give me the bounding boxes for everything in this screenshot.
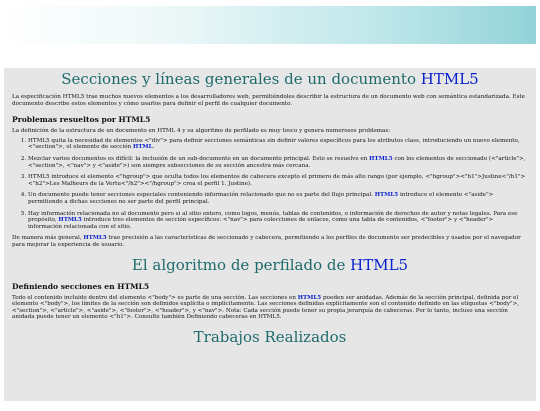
- problems-intro: La definición de la estructura de un documento en HTML 4 y su algoritmo de perfilado es muy tosco y genera numerosos problemas:: [12, 128, 391, 135]
- list-item: 1. HTML5 quita la necesidad de elementos <"div"> para definir secciones semánticas sin definir valores específicos para los atributos class, introduciendo un nuevo elemento, <"section">, el elemento de sección HTML.: [28, 138, 528, 151]
- title-highlight: HTML5: [350, 255, 409, 274]
- problems-heading: Problemas resueltos por HTML5: [12, 115, 151, 125]
- main-content: [4, 68, 536, 401]
- list-item: 3. HTML5 introduce el elemento <"hgroup"> que oculta todos los elementos de cabecera excepto el primero de más alto rango (por ejemplo, <"hgroup"><"h1">Justine<"/h1"><"h2">Les Malheurs de la Vertu<"/h2"><"/hgroup"> crea el perfil 1. Justine).: [28, 174, 528, 187]
- intro-paragraph: La especificación HTML5 trae muchos nuevos elementos a los desarrolladores web, permitiéndoles describir la estructura de un documento web con semántica estandarizada. Este documento describe estos elementos y cómo usarlos para definir el perfil de cualquier documento.: [12, 94, 525, 107]
- list-item: 2. Mezclar varios documentos es difícil: la inclusión de un sub-documento en un documento principal. Esto se resuelve en HTML5 con los elementos de seccionado (<"article">, <"section">, <"nav"> y <"aside">) son siempre subsecciones de su sección ancestra más cercana.: [28, 156, 528, 169]
- title-text: El algoritmo de perfilado de: [131, 255, 351, 274]
- list-item: 4. Un documento puede tener secciones especiales conteniendo información relacionado que no es parte del flujo principal. HTML5 introduce el elemento <"aside"> permitiendo a dichas secciones no ser parte del perfil principal.: [28, 192, 528, 205]
- header-banner: [4, 6, 536, 44]
- section-title-work: Trabajos Realizados: [193, 327, 347, 346]
- problems-list: [12, 138, 528, 231]
- title-highlight: HTML5: [420, 70, 479, 88]
- list-item: 5. Hay información relacionada no al documento pero si al sitio entero, como logos, menús, tablas de contenidos, o información de derechos de autor y notas legales. Para ese propósito, HTML5 introduce tres elementos de sección específicos: <"nav"> para colecciones de enlaces, como una tabla de contenidos, <"footer"> y <"header"> información relacionada con el sitio.: [28, 211, 528, 231]
- section-title-algorithm: [12, 256, 528, 274]
- title-text: Secciones y líneas generales de un documento: [61, 70, 421, 88]
- section-title-structure: [12, 70, 528, 88]
- defining-sections-paragraph: Todo el contenido incluido dentro del elemento <"body"> es parte de una sección. Las secciones en HTML5 pueden ser anidadas. Además de la sección principal, definida por el elemento <"body">, los límites de la sección son definidos explícita o implícitamente. Las secciones definidas explícitamente son el contenido definido en las etiquetas <"body">, <"section">, <"article">, <"aside">, <"footer">, <"header">, y <"nav">. Nota: Cada sección puede tener su propia jerarquía de cabeceras. Por lo tanto, incluso una sección anidada puede tener un elemento <"h1">. Consulte también Definiendo cabeceras en HTML5.: [12, 294, 520, 321]
- defining-sections-heading: Definiendo secciones en HTML5: [12, 281, 150, 291]
- closing-paragraph: De manera más general, HTML5 trae precisión a las características de seccionado y cabecera, permitiendo a los perfiles de documento ser predecibles y usados por el navegador para mejorar la experiencia de usuario.: [12, 235, 521, 248]
